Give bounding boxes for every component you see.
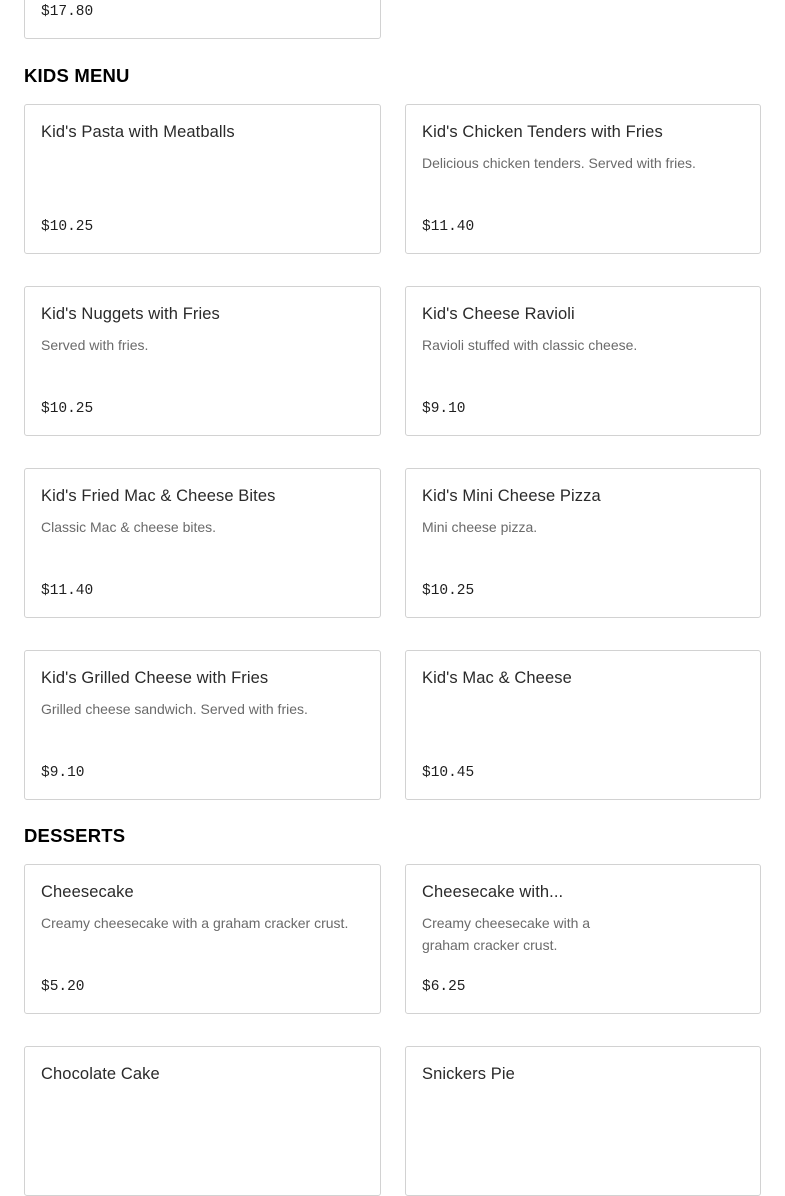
item-name: Kid's Chicken Tenders with Fries (422, 123, 663, 141)
item-name: Kid's Mini Cheese Pizza (422, 487, 601, 505)
menu-item-card[interactable] (405, 286, 761, 436)
item-name: Kid's Mac & Cheese (422, 669, 572, 687)
item-price: $11.40 (41, 583, 94, 599)
item-price: $9.10 (41, 765, 85, 781)
item-name: Kid's Nuggets with Fries (41, 305, 220, 323)
menu-item-card[interactable] (24, 1046, 381, 1196)
section-title-desserts: DESSERTS (24, 825, 126, 846)
item-price: $9.10 (422, 401, 466, 417)
menu-item-card[interactable] (24, 864, 381, 1014)
menu-item-card[interactable] (405, 650, 761, 800)
menu-item-card[interactable] (24, 0, 381, 39)
item-price: $10.25 (422, 583, 475, 599)
item-description: Grilled cheese sandwich. Served with fries. (41, 701, 308, 717)
menu-item-card[interactable] (24, 286, 381, 436)
menu-item-card[interactable] (24, 468, 381, 618)
item-price: $10.25 (41, 219, 94, 235)
item-name: Cheesecake with... (422, 883, 564, 901)
item-name: Kid's Fried Mac & Cheese Bites (41, 487, 276, 505)
menu-item-card[interactable] (405, 468, 761, 618)
item-price: $11.40 (422, 219, 475, 235)
item-price: $17.80 (41, 4, 94, 20)
item-description: Delicious chicken tenders. Served with fries. (422, 155, 696, 171)
menu-item-card[interactable] (24, 104, 381, 254)
item-name: Kid's Cheese Ravioli (422, 305, 575, 323)
item-name: Cheesecake (41, 883, 134, 901)
item-price: $10.45 (422, 765, 475, 781)
item-name: Kid's Grilled Cheese with Fries (41, 669, 269, 687)
item-description: Served with fries. (41, 337, 149, 353)
menu-item-card[interactable] (24, 650, 381, 800)
menu-item-card[interactable] (405, 1046, 761, 1196)
item-description: Mini cheese pizza. (422, 519, 538, 535)
item-name: Snickers Pie (422, 1065, 515, 1083)
item-description: Creamy cheesecake with a graham cracker crust. (422, 915, 591, 953)
item-price: $10.25 (41, 401, 94, 417)
item-name: Kid's Pasta with Meatballs (41, 123, 235, 141)
item-price: $6.25 (422, 979, 466, 995)
item-description: Ravioli stuffed with classic cheese. (422, 337, 638, 353)
section-title-kids-menu: KIDS MENU (24, 65, 130, 86)
item-description: Classic Mac & cheese bites. (41, 519, 217, 535)
menu-item-card[interactable] (405, 864, 761, 1014)
item-description: Creamy cheesecake with a graham cracker crust. (41, 915, 349, 931)
menu-item-card[interactable] (405, 104, 761, 254)
item-name: Chocolate Cake (41, 1065, 160, 1083)
item-price: $5.20 (41, 979, 85, 995)
